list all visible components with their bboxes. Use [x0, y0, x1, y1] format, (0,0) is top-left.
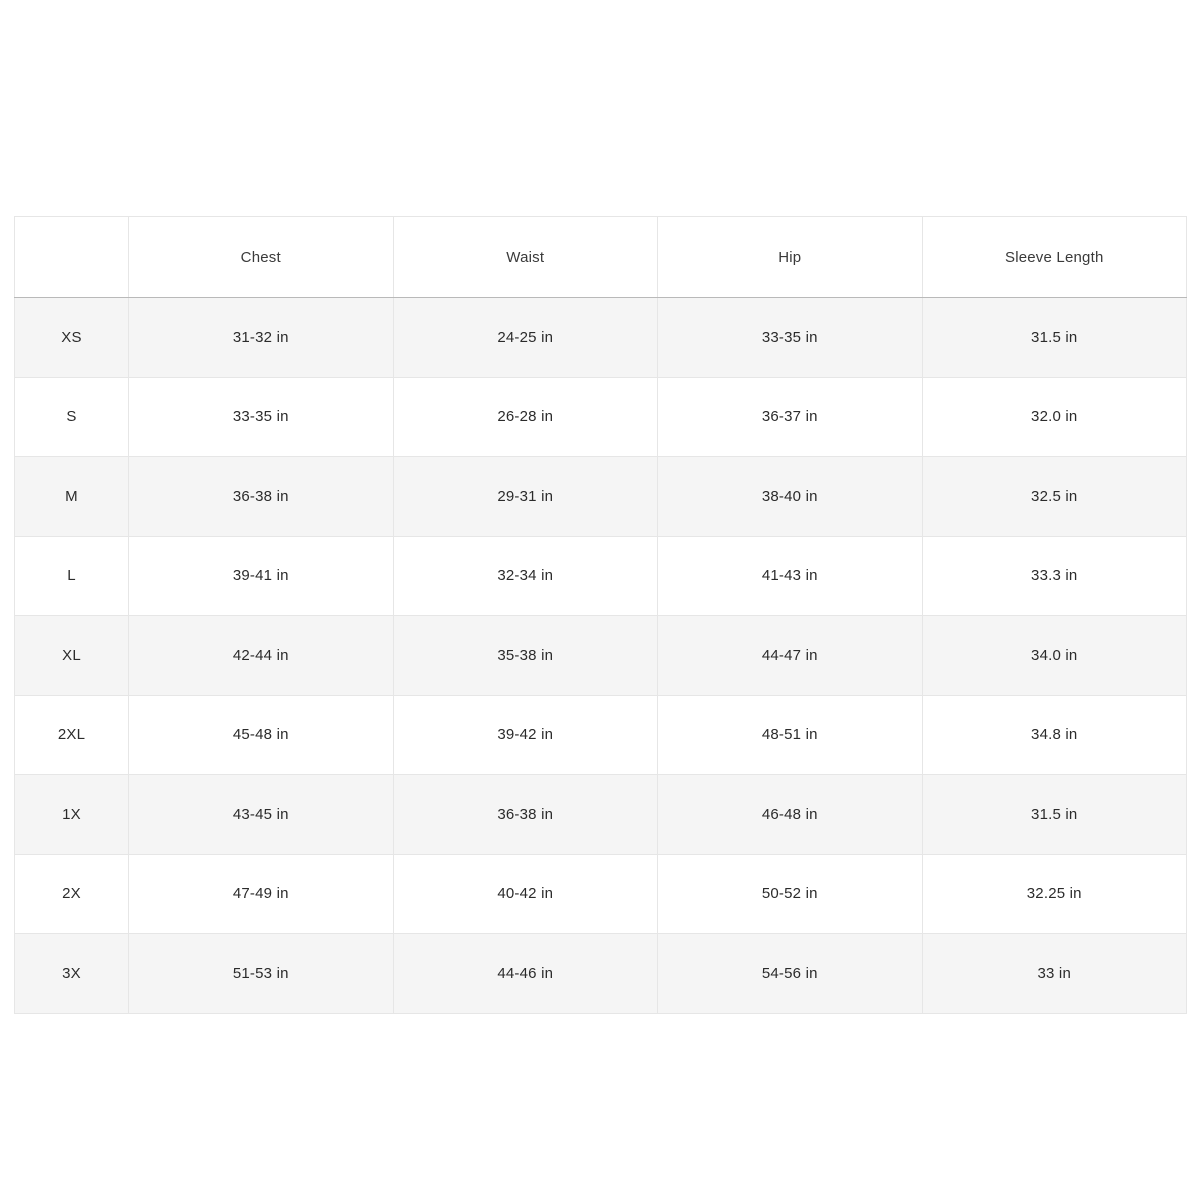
cell-waist: 40-42 in — [393, 854, 658, 934]
column-header-hip: Hip — [658, 217, 923, 298]
size-chart-container — [14, 216, 1186, 1014]
cell-size: 1X — [15, 775, 129, 855]
cell-size: L — [15, 536, 129, 616]
cell-sleeve: 32.5 in — [922, 457, 1187, 537]
cell-sleeve: 34.0 in — [922, 616, 1187, 696]
cell-waist: 32-34 in — [393, 536, 658, 616]
cell-waist: 35-38 in — [393, 616, 658, 696]
cell-chest: 47-49 in — [129, 854, 394, 934]
cell-chest: 33-35 in — [129, 377, 394, 457]
table-row — [15, 298, 1187, 378]
cell-chest: 39-41 in — [129, 536, 394, 616]
size-chart-table — [14, 216, 1187, 1014]
cell-hip: 54-56 in — [658, 934, 923, 1014]
cell-waist: 29-31 in — [393, 457, 658, 537]
cell-sleeve: 31.5 in — [922, 298, 1187, 378]
cell-size: XS — [15, 298, 129, 378]
cell-sleeve: 33 in — [922, 934, 1187, 1014]
cell-sleeve: 31.5 in — [922, 775, 1187, 855]
cell-chest: 36-38 in — [129, 457, 394, 537]
table-row — [15, 536, 1187, 616]
table-row — [15, 377, 1187, 457]
cell-chest: 45-48 in — [129, 695, 394, 775]
cell-hip: 48-51 in — [658, 695, 923, 775]
cell-waist: 44-46 in — [393, 934, 658, 1014]
table-row — [15, 695, 1187, 775]
cell-hip: 50-52 in — [658, 854, 923, 934]
table-row — [15, 775, 1187, 855]
column-header-size — [15, 217, 129, 298]
cell-size: 2XL — [15, 695, 129, 775]
cell-hip: 36-37 in — [658, 377, 923, 457]
cell-size: 3X — [15, 934, 129, 1014]
cell-size: XL — [15, 616, 129, 696]
table-row — [15, 934, 1187, 1014]
cell-waist: 24-25 in — [393, 298, 658, 378]
cell-chest: 42-44 in — [129, 616, 394, 696]
cell-hip: 38-40 in — [658, 457, 923, 537]
cell-sleeve: 32.0 in — [922, 377, 1187, 457]
table-body — [15, 298, 1187, 1014]
table-row — [15, 854, 1187, 934]
cell-waist: 26-28 in — [393, 377, 658, 457]
cell-sleeve: 34.8 in — [922, 695, 1187, 775]
table-header — [15, 217, 1187, 298]
cell-chest: 31-32 in — [129, 298, 394, 378]
column-header-chest: Chest — [129, 217, 394, 298]
cell-size: S — [15, 377, 129, 457]
cell-chest: 51-53 in — [129, 934, 394, 1014]
header-row — [15, 217, 1187, 298]
cell-size: 2X — [15, 854, 129, 934]
table-row — [15, 616, 1187, 696]
column-header-waist: Waist — [393, 217, 658, 298]
cell-sleeve: 33.3 in — [922, 536, 1187, 616]
cell-size: M — [15, 457, 129, 537]
cell-hip: 41-43 in — [658, 536, 923, 616]
cell-chest: 43-45 in — [129, 775, 394, 855]
cell-hip: 46-48 in — [658, 775, 923, 855]
table-row — [15, 457, 1187, 537]
cell-waist: 36-38 in — [393, 775, 658, 855]
column-header-sleeve-length: Sleeve Length — [922, 217, 1187, 298]
cell-hip: 44-47 in — [658, 616, 923, 696]
cell-waist: 39-42 in — [393, 695, 658, 775]
cell-hip: 33-35 in — [658, 298, 923, 378]
cell-sleeve: 32.25 in — [922, 854, 1187, 934]
